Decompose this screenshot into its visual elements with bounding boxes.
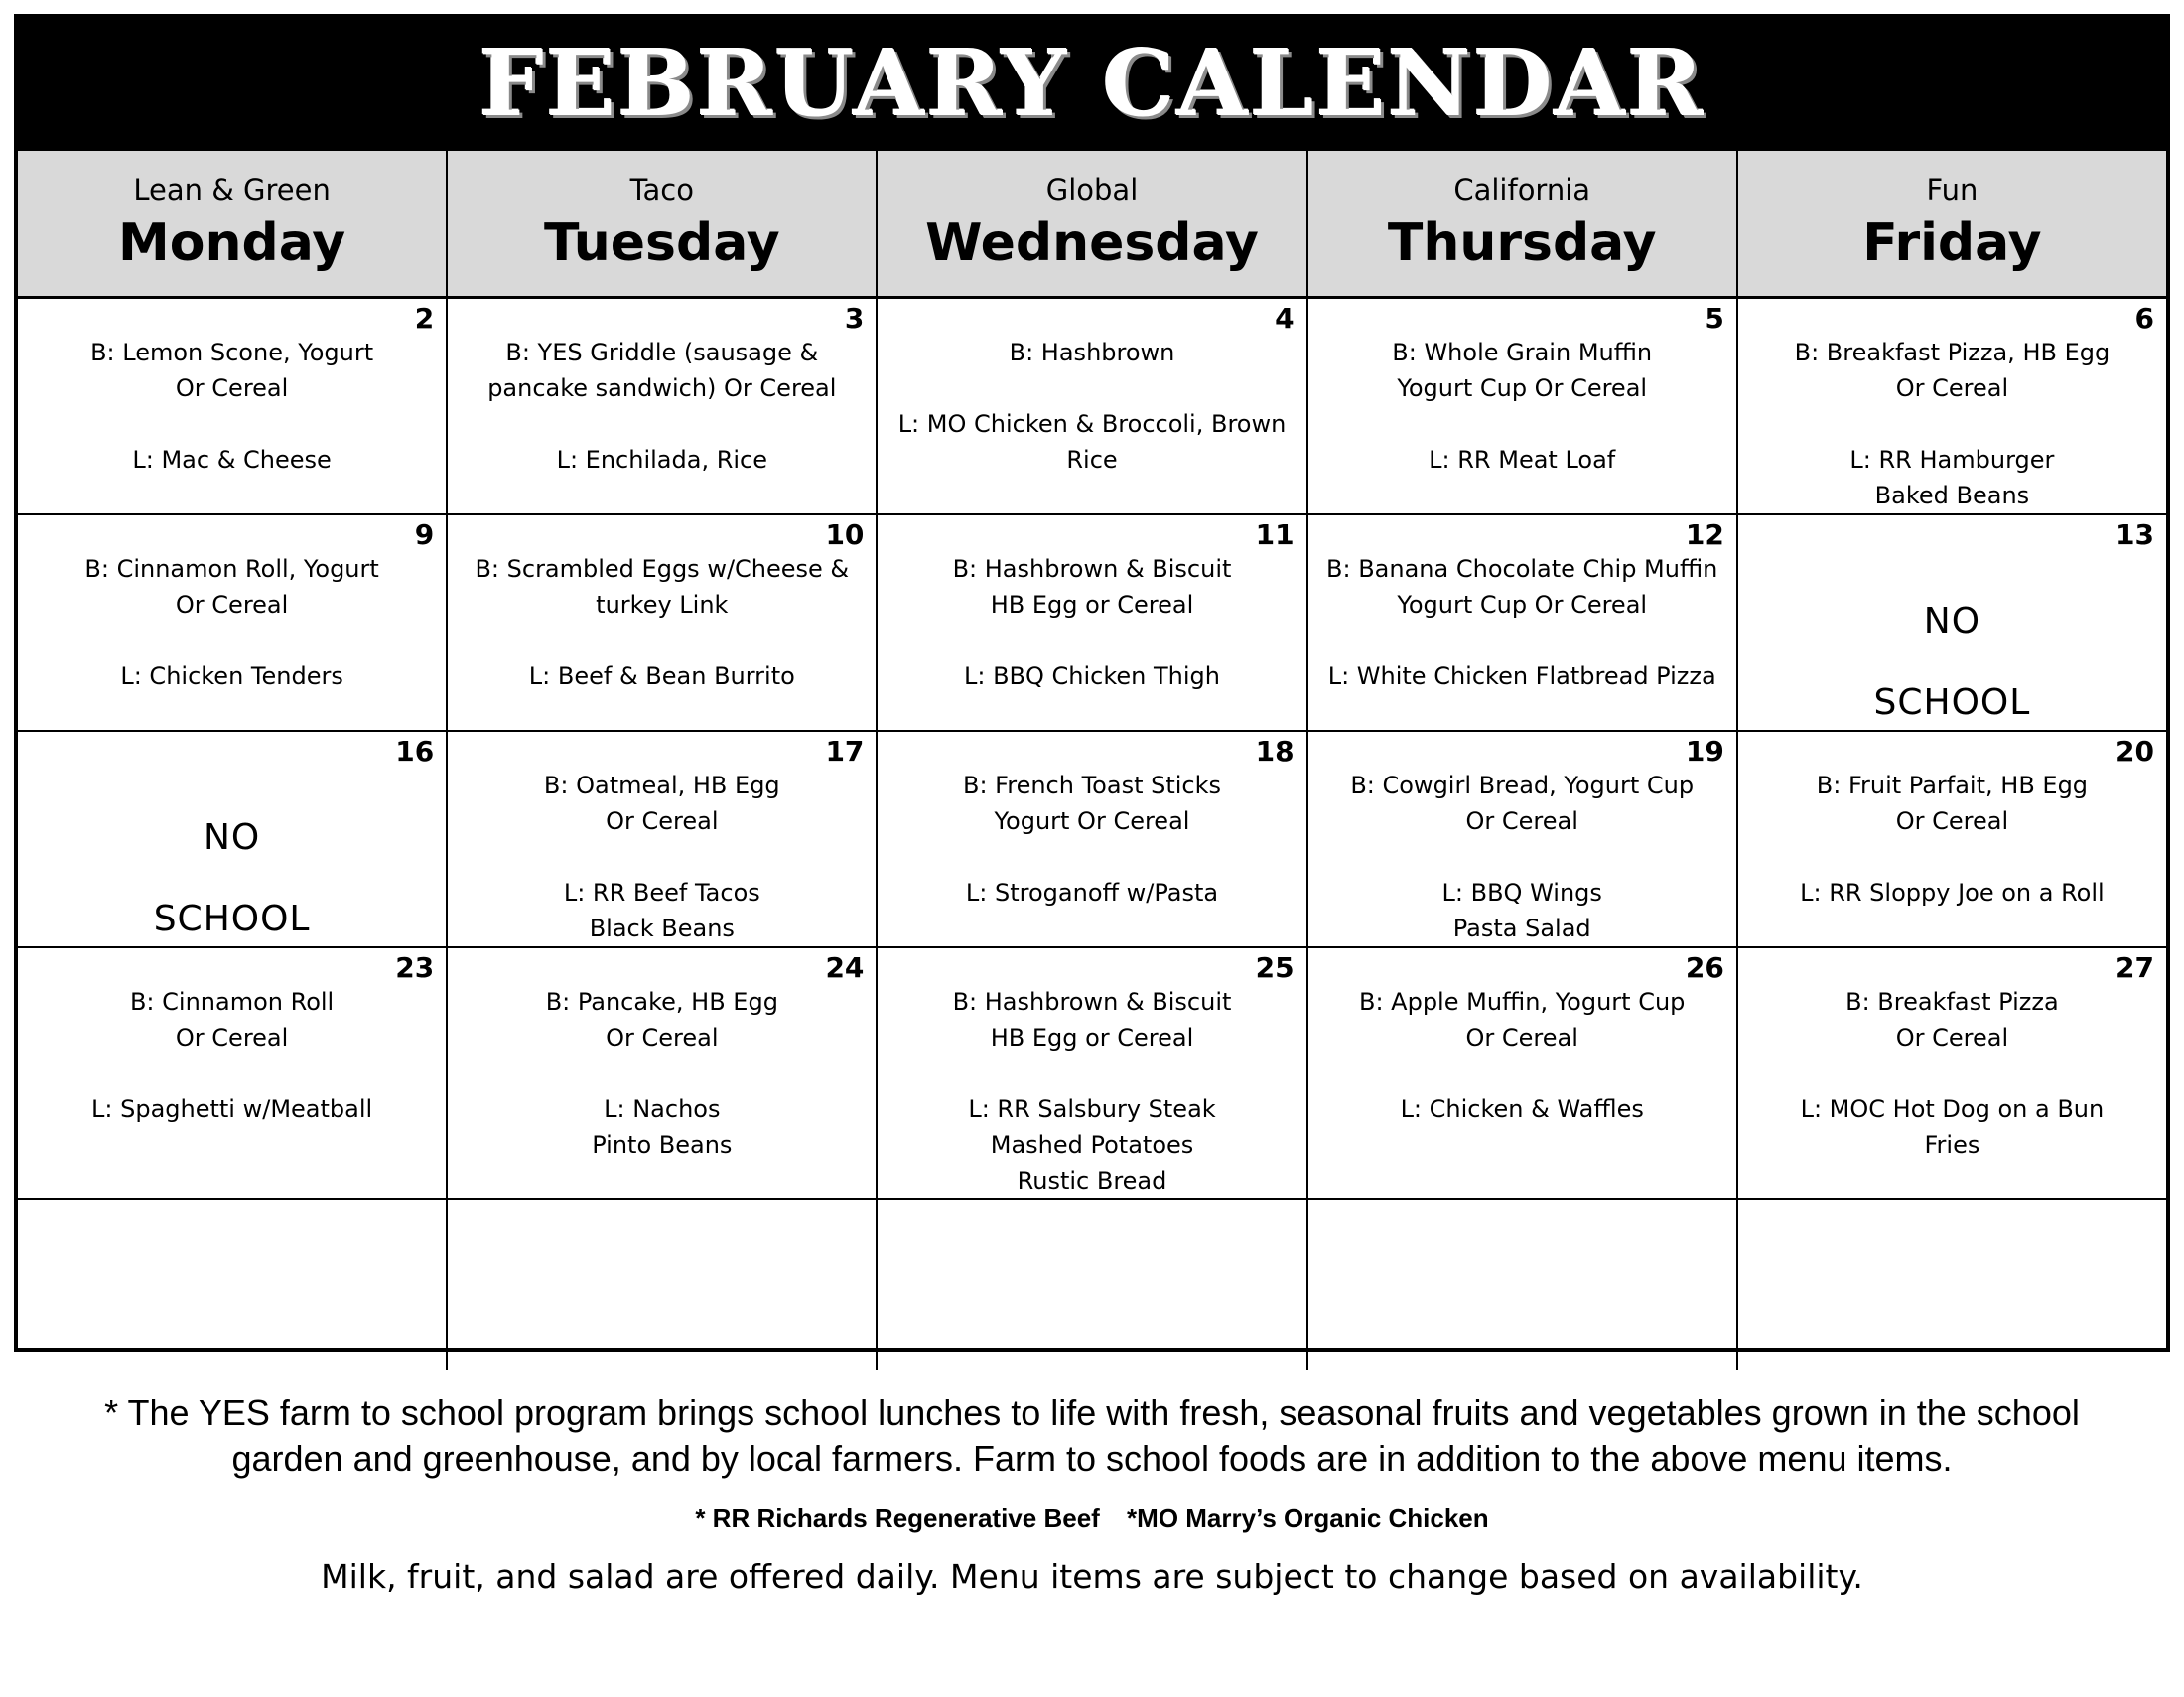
no-school-label: NO	[203, 817, 261, 858]
menu-line	[889, 623, 1294, 658]
menu-line	[460, 839, 864, 875]
date-number: 16	[395, 735, 435, 768]
menu-line: B: Fruit Parfait, HB Egg	[1816, 772, 2089, 799]
menu-line: B: Apple Muffin, Yogurt Cup	[1358, 988, 1686, 1016]
menu-line	[460, 623, 864, 658]
menu-line: L: BBQ Chicken Thigh	[964, 662, 1220, 690]
menu-line: B: Cinnamon Roll, Yogurt	[84, 555, 379, 583]
menu-line: Or Cereal	[1895, 1024, 2009, 1052]
menu-content	[18, 515, 446, 694]
menu-line: Black Beans	[589, 915, 735, 942]
menu-line	[889, 839, 1294, 875]
menu-line: Or Cereal	[1465, 1024, 1578, 1052]
menu-line: L: RR Hamburger	[1849, 446, 2055, 474]
menu-line: L: MO Chicken & Broccoli, Brown	[897, 410, 1287, 438]
menu-line: L: Mac & Cheese	[132, 446, 332, 474]
menu-line: B: YES Griddle (sausage &	[505, 339, 819, 366]
menu-line: Or Cereal	[175, 374, 289, 402]
week-row	[18, 299, 2166, 515]
menu-line: L: RR Sloppy Joe on a Roll	[1800, 879, 2105, 907]
header-friday	[1738, 151, 2166, 296]
menu-line: Yogurt Cup Or Cereal	[1397, 591, 1648, 619]
menu-line	[1750, 1056, 2154, 1091]
no-school-label: SCHOOL	[1873, 682, 2031, 723]
date-number: 2	[414, 302, 435, 335]
menu-line: pancake sandwich) Or Cereal	[487, 374, 837, 402]
menu-line: B: Pancake, HB Egg	[545, 988, 778, 1016]
menu-line: Or Cereal	[1465, 807, 1578, 835]
menu-line: L: Chicken & Waffles	[1400, 1095, 1644, 1123]
title-bar	[18, 18, 2166, 151]
date-number: 10	[825, 518, 865, 551]
menu-content	[1308, 1200, 1736, 1235]
day-cell	[18, 299, 448, 513]
weekday-header-row	[18, 151, 2166, 299]
menu-line: B: Scrambled Eggs w/Cheese &	[475, 555, 850, 583]
day-cell	[448, 948, 878, 1198]
menu-content	[1308, 515, 1736, 694]
day-cell	[1738, 299, 2166, 513]
menu-line	[1750, 839, 2154, 875]
day-cell	[448, 515, 878, 730]
day-cell	[448, 299, 878, 513]
daily-offer-note: Milk, fruit, and salad are offered daily. Menu items are subject to change based on availability.	[321, 1557, 1863, 1596]
date-number: 20	[2116, 735, 2155, 768]
menu-content	[448, 1200, 876, 1235]
day-name: Thursday	[1387, 213, 1657, 273]
menu-line: B: Hashbrown & Biscuit	[952, 555, 1232, 583]
menu-content	[18, 732, 446, 940]
menu-content	[1308, 732, 1736, 946]
date-number: 17	[825, 735, 865, 768]
menu-line: L: Spaghetti w/Meatball	[91, 1095, 373, 1123]
date-number: 5	[1705, 302, 1724, 335]
day-cell	[18, 732, 448, 946]
menu-line: L: Beef & Bean Burrito	[528, 662, 795, 690]
day-name: Friday	[1862, 213, 2042, 273]
menu-content	[1738, 299, 2166, 513]
menu-line	[1320, 1056, 1724, 1091]
date-number: 26	[1685, 951, 1724, 984]
menu-line: Fries	[1924, 1131, 1980, 1159]
day-cell	[878, 299, 1307, 513]
date-number: 12	[1685, 518, 1724, 551]
date-number: 25	[1255, 951, 1295, 984]
menu-line: Pinto Beans	[592, 1131, 733, 1159]
menu-line: Or Cereal	[1895, 807, 2009, 835]
menu-content	[1308, 948, 1736, 1127]
menu-line	[460, 406, 864, 442]
no-school-label: SCHOOL	[153, 899, 311, 939]
menu-line	[889, 1056, 1294, 1091]
menu-line: Yogurt Cup Or Cereal	[1397, 374, 1648, 402]
menu-line	[1320, 623, 1724, 658]
day-cell	[1738, 515, 2166, 730]
day-cell	[1308, 515, 1738, 730]
menu-content	[1738, 732, 2166, 911]
day-cell	[448, 1200, 878, 1370]
menu-line: B: Breakfast Pizza	[1845, 988, 2059, 1016]
day-name: Monday	[118, 213, 346, 273]
day-cell	[18, 1200, 448, 1370]
menu-content	[878, 515, 1305, 694]
menu-line: L: Nachos	[604, 1095, 721, 1123]
footer	[0, 1390, 2184, 1597]
menu-line: Or Cereal	[606, 807, 719, 835]
menu-content	[18, 299, 446, 478]
week-row	[18, 1200, 2166, 1370]
date-number: 6	[2134, 302, 2155, 335]
day-cell	[1738, 948, 2166, 1198]
menu-line: B: Breakfast Pizza, HB Egg	[1794, 339, 2111, 366]
date-number: 19	[1685, 735, 1724, 768]
menu-content	[1738, 515, 2166, 724]
farm-to-school-note: * The YES farm to school program brings school lunches to life with fresh, seasonal fruits and vegetables grown in the school garden and greenhouse, and by local farmers. Farm to school foods are in addition to the above menu items.	[104, 1392, 2080, 1479]
day-cell	[878, 1200, 1307, 1370]
day-name: Tuesday	[544, 213, 780, 273]
menu-line: HB Egg or Cereal	[990, 591, 1194, 619]
menu-line	[1750, 406, 2154, 442]
day-theme: Lean & Green	[133, 173, 331, 207]
menu-line: B: Cowgirl Bread, Yogurt Cup	[1350, 772, 1695, 799]
menu-line: B: French Toast Sticks	[963, 772, 1222, 799]
menu-line: Or Cereal	[175, 591, 289, 619]
menu-line: L: RR Salsbury Steak	[968, 1095, 1216, 1123]
menu-line: Rustic Bread	[1017, 1167, 1167, 1195]
menu-line: L: Chicken Tenders	[120, 662, 343, 690]
abbreviation-key	[0, 1503, 2184, 1533]
day-cell	[1738, 1200, 2166, 1370]
menu-line: B: Cinnamon Roll	[129, 988, 335, 1016]
menu-content	[448, 299, 876, 478]
menu-line	[460, 1056, 864, 1091]
menu-content	[1738, 1200, 2166, 1235]
menu-line: Yogurt Or Cereal	[994, 807, 1190, 835]
menu-content	[878, 948, 1305, 1199]
menu-line: L: BBQ Wings	[1441, 879, 1602, 907]
day-cell	[878, 948, 1307, 1198]
menu-content	[18, 948, 446, 1127]
day-cell	[18, 515, 448, 730]
header-thursday	[1308, 151, 1738, 296]
date-number: 13	[2116, 518, 2155, 551]
menu-line: Or Cereal	[175, 1024, 289, 1052]
week-row	[18, 948, 2166, 1200]
menu-line: HB Egg or Cereal	[990, 1024, 1194, 1052]
date-number: 27	[2116, 951, 2155, 984]
menu-line: B: Hashbrown & Biscuit	[952, 988, 1232, 1016]
menu-content	[878, 299, 1305, 478]
menu-line: L: Enchilada, Rice	[556, 446, 768, 474]
menu-line: B: Lemon Scone, Yogurt	[90, 339, 374, 366]
menu-line	[1320, 406, 1724, 442]
date-number: 18	[1255, 735, 1295, 768]
header-wednesday	[878, 151, 1307, 296]
menu-line: B: Hashbrown	[1009, 339, 1175, 366]
menu-content	[448, 732, 876, 946]
menu-line: L: RR Beef Tacos	[563, 879, 760, 907]
day-cell	[878, 515, 1307, 730]
day-cell	[448, 732, 878, 946]
menu-line: B: Oatmeal, HB Egg	[543, 772, 780, 799]
header-tuesday	[448, 151, 878, 296]
day-cell	[1308, 1200, 1738, 1370]
day-theme: Fun	[1926, 173, 1979, 207]
day-cell	[18, 948, 448, 1198]
menu-content	[878, 1200, 1305, 1235]
calendar-title: FEBRUARY CALENDAR	[478, 30, 1706, 137]
menu-line: Mashed Potatoes	[990, 1131, 1194, 1159]
date-number: 3	[844, 302, 865, 335]
date-number: 9	[414, 518, 435, 551]
day-theme: Global	[1045, 173, 1139, 207]
menu-line: Rice	[1066, 446, 1118, 474]
date-number: 4	[1275, 302, 1295, 335]
date-number: 23	[395, 951, 435, 984]
menu-line: L: RR Meat Loaf	[1429, 446, 1616, 474]
menu-line: L: White Chicken Flatbread Pizza	[1327, 662, 1716, 690]
menu-line: Or Cereal	[1895, 374, 2009, 402]
key-mo: *MO Marry’s Organic Chicken	[1127, 1503, 1489, 1533]
day-cell	[1308, 948, 1738, 1198]
day-cell	[878, 732, 1307, 946]
calendar-weeks	[18, 299, 2166, 1348]
menu-line: B: Banana Chocolate Chip Muffin	[1326, 555, 1718, 583]
week-row	[18, 732, 2166, 948]
menu-content	[18, 1200, 446, 1235]
menu-line: turkey Link	[596, 591, 729, 619]
menu-content	[878, 732, 1305, 911]
menu-line: L: Stroganoff w/Pasta	[965, 879, 1219, 907]
key-rr: * RR Richards Regenerative Beef	[695, 1503, 1100, 1533]
day-theme: California	[1453, 173, 1591, 207]
menu-content	[1308, 299, 1736, 478]
day-cell	[1308, 299, 1738, 513]
menu-line: B: Whole Grain Muffin	[1392, 339, 1653, 366]
menu-line: Or Cereal	[606, 1024, 719, 1052]
menu-line	[30, 623, 434, 658]
menu-line	[1320, 839, 1724, 875]
header-monday	[18, 151, 448, 296]
no-school-label: NO	[1923, 601, 1981, 641]
menu-line: Baked Beans	[1874, 482, 2030, 509]
menu-content	[1738, 948, 2166, 1163]
menu-content	[448, 948, 876, 1163]
calendar	[14, 14, 2170, 1352]
day-name: Wednesday	[925, 213, 1259, 273]
menu-line: Pasta Salad	[1452, 915, 1591, 942]
day-theme: Taco	[629, 173, 694, 207]
menu-line: L: MOC Hot Dog on a Bun	[1800, 1095, 2105, 1123]
menu-content	[448, 515, 876, 694]
day-cell	[1738, 732, 2166, 946]
week-row	[18, 515, 2166, 732]
menu-line	[30, 406, 434, 442]
day-cell	[1308, 732, 1738, 946]
date-number: 11	[1255, 518, 1295, 551]
menu-line	[30, 1056, 434, 1091]
date-number: 24	[825, 951, 865, 984]
menu-line	[889, 370, 1294, 406]
